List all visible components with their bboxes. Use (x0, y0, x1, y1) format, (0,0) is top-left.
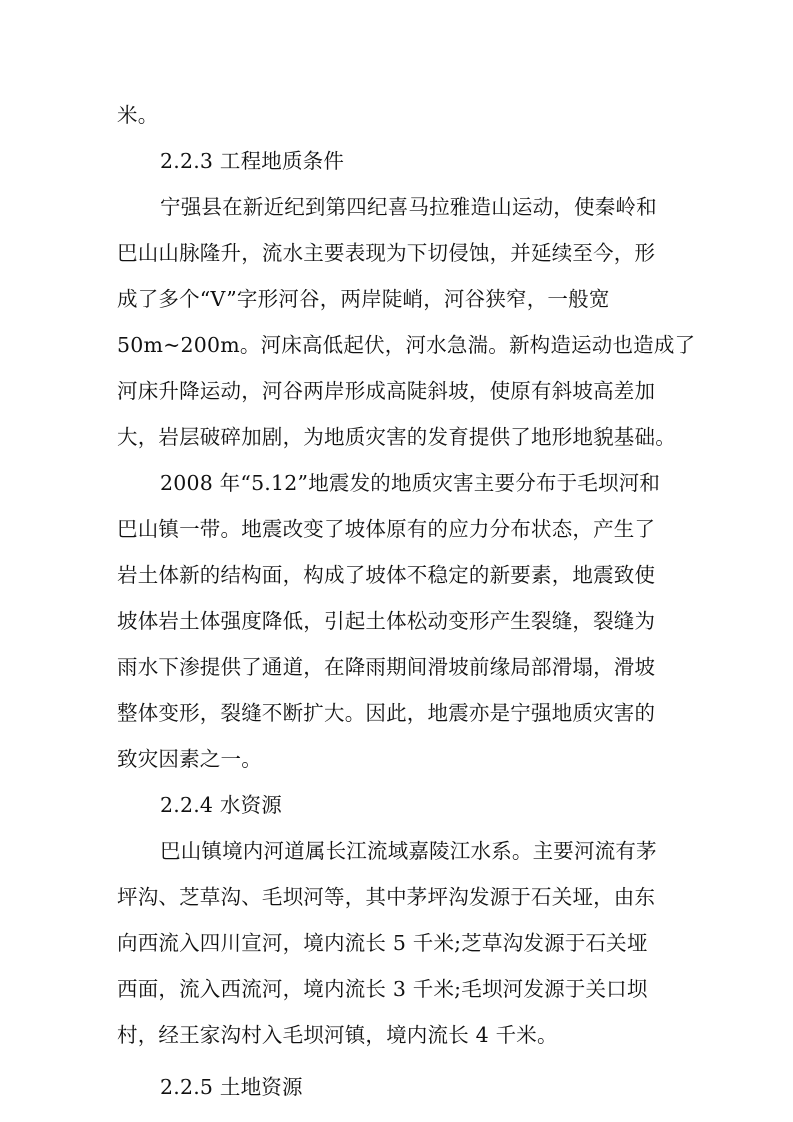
text-line: 巴山镇一带。地震改变了坡体原有的应力分布状态，产生了 (117, 517, 656, 541)
text-line: 河床升降运动，河谷两岸形成高陡斜坡，使原有斜坡高差加 (117, 379, 656, 403)
text-line: 宁强县在新近纪到第四纪喜马拉雅造山运动，使秦岭和 (160, 195, 657, 219)
text-line: 巴山山脉隆升，流水主要表现为下切侵蚀，并延续至今，形 (117, 241, 656, 265)
text-line: 成了多个“V”字形河谷，两岸陡峭，河谷狭窄，一般宽 (117, 287, 610, 311)
text-line: 坡体岩土体强度降低，引起土体松动变形产生裂缝，裂缝为 (117, 609, 656, 633)
text-line: 50m~200m。河床高低起伏，河水急湍。新构造运动也造成了 (117, 333, 696, 357)
section-heading-2-2-5: 2.2.5 土地资源 (160, 1075, 303, 1099)
section-heading-2-2-3: 2.2.3 工程地质条件 (160, 149, 345, 173)
text-line: 巴山镇境内河道属长江流域嘉陵江水系。主要河流有茅 (160, 839, 657, 863)
text-line: 向西流入四川宣河，境内流长 5 千米;芝草沟发源于石关垭 (117, 931, 648, 955)
text-line: 致灾因素之一。 (117, 747, 262, 771)
text-line: 村，经王家沟村入毛坝河镇，境内流长 4 千米。 (117, 1023, 558, 1047)
text-line: 米。 (117, 103, 159, 127)
text-line: 整体变形，裂缝不断扩大。因此，地震亦是宁强地质灾害的 (117, 701, 656, 725)
text-line: 岩土体新的结构面，构成了坡体不稳定的新要素，地震致使 (117, 563, 656, 587)
text-line: 雨水下渗提供了通道，在降雨期间滑坡前缘局部滑塌，滑坡 (117, 655, 656, 679)
section-heading-2-2-4: 2.2.4 水资源 (160, 793, 282, 817)
text-line: 2008 年“5.12”地震发的地质灾害主要分布于毛坝河和 (160, 471, 661, 495)
text-line: 坪沟、芝草沟、毛坝河等，其中茅坪沟发源于石关垭，由东 (117, 885, 656, 909)
text-line: 大，岩层破碎加剧，为地质灾害的发育提供了地形地貌基础。 (117, 425, 676, 449)
text-line: 西面，流入西流河，境内流长 3 千米;毛坝河发源于关口坝 (117, 977, 648, 1001)
